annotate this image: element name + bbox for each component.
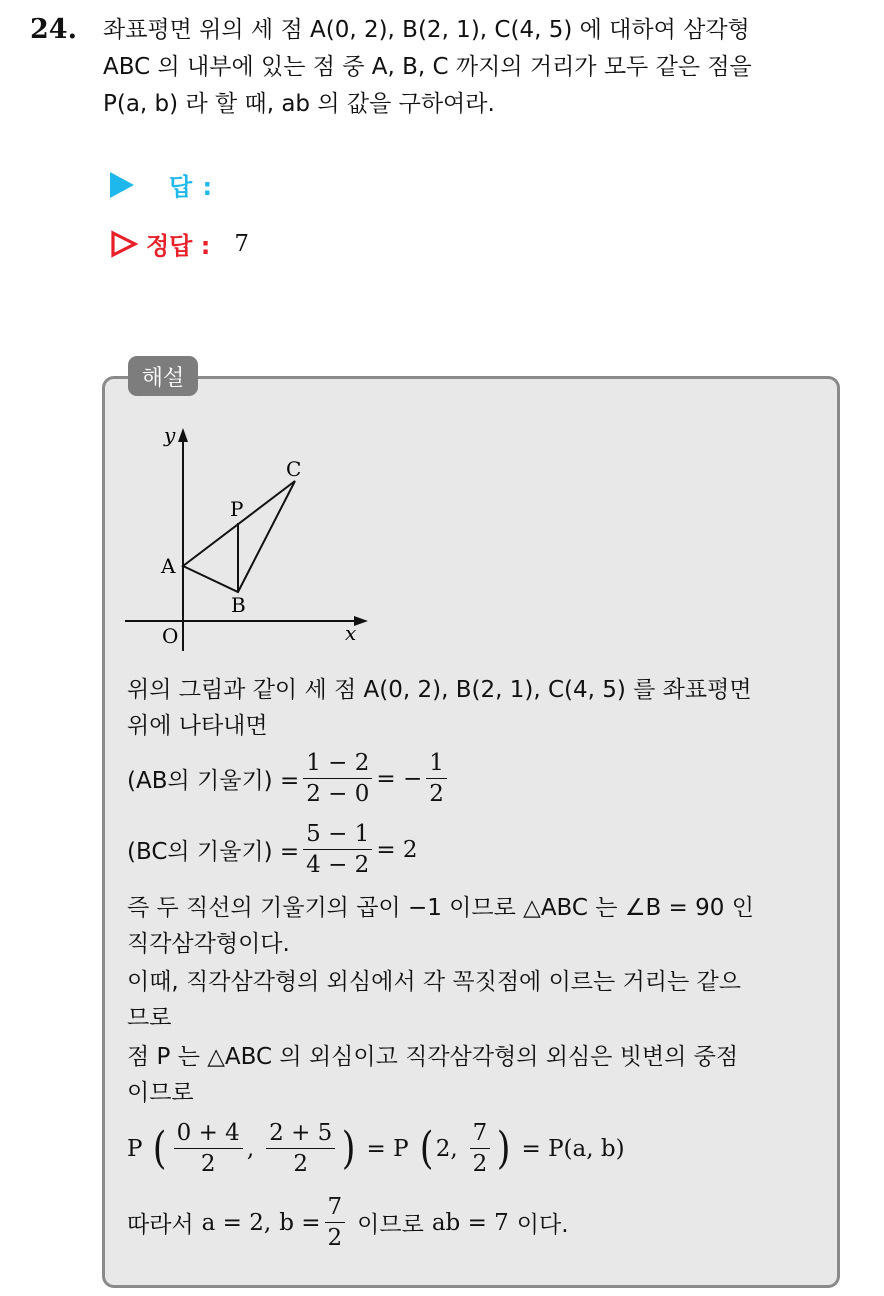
bc-slope-numerator: 5 − 1 [303,821,372,850]
coordinate-graph [120,418,380,658]
point-p-label: P [230,497,244,521]
conclusion-fraction [325,1194,346,1251]
point-a-label: A [161,554,176,578]
correct-answer-label: 정답 : [146,232,211,260]
conclusion-post: 이므로 [357,1212,424,1238]
correct-answer-value: 7 [234,230,249,257]
correct-answer-row [110,226,249,261]
answer-label: 답 : [169,173,214,201]
point-b-label: B [231,593,246,617]
p-y-fraction [470,1120,491,1177]
midpoint-x-fraction [174,1120,243,1177]
left-paren-2: ( [419,1122,434,1174]
conclusion-ab: ab = 7 [431,1209,509,1236]
bc-slope-fraction [303,821,372,878]
conclusion-end: 이다. [516,1212,569,1238]
point-c-label: C [286,457,302,481]
ab-slope-equation [127,750,451,807]
conclusion-numerator: 7 [325,1194,346,1223]
play-triangle-icon [110,172,134,198]
p-symbol: P [127,1135,143,1162]
ab-slope-result-fraction [426,750,447,807]
conclusion-line [127,1194,569,1251]
final-equals: = P(a, b) [521,1135,625,1162]
conclusion-denominator: 2 [327,1225,343,1251]
solution-line-2: 위에 나타내면 [127,713,268,739]
y-axis-label: y [164,423,176,447]
midpoint-equation [127,1120,625,1177]
origin-label: O [162,624,179,648]
solution-line-6: 므로 [127,1005,172,1031]
p-x-value: 2, [435,1135,458,1162]
midpoint-y-denominator: 2 [293,1151,309,1177]
midpoint-x-numerator: 0 + 4 [174,1120,243,1149]
bc-slope-lhs: (BC의 기울기) = [127,839,300,865]
solution-line-7: 점 P 는 △ABC 의 외심이고 직각삼각형의 외심은 빗변의 중점 [127,1044,739,1070]
midpoint-comma: , [246,1135,255,1162]
right-paren-2: ) [497,1122,511,1174]
question-text [103,12,863,123]
p-y-denominator: 2 [472,1151,488,1177]
ab-slope-fraction [303,750,372,807]
question-line-1: 좌표평면 위의 세 점 A(0, 2), B(2, 1), C(4, 5) 에 대하여 삼각형 [103,17,750,43]
p-y-numerator: 7 [470,1120,491,1149]
solution-line-1: 위의 그림과 같이 세 점 A(0, 2), B(2, 1), C(4, 5) 를 좌표평면 [127,677,752,703]
solution-line-4: 직각삼각형이다. [127,931,290,957]
question-line-3: P(a, b) 라 할 때, ab 의 값을 구하여라. [103,91,495,117]
outline-triangle-icon [110,230,138,258]
x-axis-label: x [345,621,357,645]
ab-slope-result-numerator: 1 [426,750,447,779]
answer-row [110,167,213,202]
conclusion-pre: 따라서 [127,1212,194,1238]
explanation-tab: 해설 [128,356,198,396]
conclusion-a: a = 2, [201,1209,272,1236]
ab-slope-result-denominator: 2 [429,781,444,807]
solution-line-8: 이므로 [127,1080,194,1106]
question-number: 24. [30,14,77,45]
midpoint-x-denominator: 2 [200,1151,216,1177]
equals-p: = P [366,1135,409,1162]
conclusion-b: b = [279,1209,321,1236]
midpoint-y-fraction [266,1120,335,1177]
solution-line-3: 즉 두 직선의 기울기의 곱이 −1 이므로 △ABC 는 ∠B = 90 인 [127,895,754,921]
right-paren: ) [342,1122,356,1174]
bc-slope-denominator: 4 − 2 [306,852,370,878]
bc-slope-equation [127,821,418,878]
ab-slope-lhs: (AB의 기울기) = [127,768,300,794]
question-line-2: ABC 의 내부에 있는 점 중 A, B, C 까지의 거리가 모두 같은 점을 [103,54,752,80]
ab-slope-denominator: 2 − 0 [306,781,370,807]
y-axis-arrow [178,428,188,442]
midpoint-y-numerator: 2 + 5 [266,1120,335,1149]
ab-slope-numerator: 1 − 2 [303,750,372,779]
ab-slope-equals: = − [376,765,423,792]
left-paren: ( [153,1122,167,1174]
solution-line-5: 이때, 직각삼각형의 외심에서 각 꼭짓점에 이르는 거리는 같으 [127,969,741,995]
bc-slope-result: = 2 [376,836,418,863]
